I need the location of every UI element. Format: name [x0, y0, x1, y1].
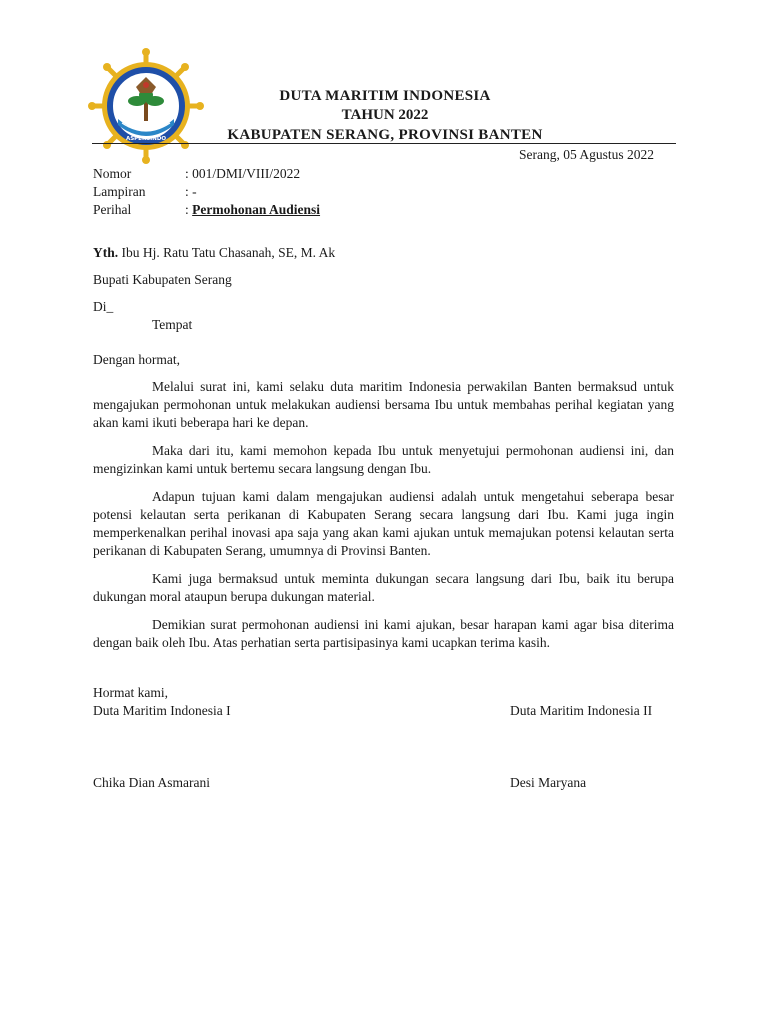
letterhead-line-1: DUTA MARITIM INDONESIA — [279, 88, 491, 104]
meta-row-nomor — [93, 165, 320, 183]
perihal-value: Permohonan Audiensi — [192, 202, 321, 217]
body-paragraph: Maka dari itu, kami memohon kepada Ibu untuk menyetujui permohonan audiensi ini, dan mengizinkan kami untuk bertemu secara langsung dengan Ibu. — [93, 443, 674, 476]
letter-meta — [93, 165, 320, 219]
yth-label: Yth. — [93, 245, 119, 260]
body-paragraph: Kami juga bermaksud untuk meminta dukungan secara langsung dari Ibu, baik itu berupa dukungan moral ataupun berupa dukungan material. — [93, 571, 674, 604]
header-divider — [92, 143, 676, 144]
meta-row-lampiran — [93, 183, 320, 201]
signer-left-title: Duta Maritim Indonesia I — [93, 703, 231, 718]
lampiran-value: : - — [185, 184, 197, 199]
aspeksindo-logo — [86, 47, 206, 165]
body-paragraph: Demikian surat permohonan audiensi ini kami ajukan, besar harapan kami agar bisa diterima dengan baik oleh Ibu. Atas perhatian serta partisipasinya kami ucapkan terima kasih. — [93, 617, 674, 650]
perihal-colon: : — [185, 202, 193, 217]
lampiran-label: Lampiran — [93, 184, 146, 199]
signer-right-name: Desi Maryana — [510, 775, 587, 790]
logo-caption: ASPEKSINDO — [125, 136, 167, 142]
signer-left-name: Chika Dian Asmarani — [93, 775, 210, 790]
letterhead-line-3: KABUPATEN SERANG, PROVINSI BANTEN — [227, 127, 543, 143]
letter-body — [93, 378, 674, 662]
letterhead-line-2: TAHUN 2022 — [341, 107, 429, 123]
body-paragraph: Melalui surat ini, kami selaku duta maritim Indonesia perwakilan Banten bermaksud untuk mengajukan permohonan untuk melakukan audiensi bersama Ibu untuk membahas perihal kegiatan yang akan kami ikuti beberapa hari ke depan. — [93, 379, 674, 430]
letterhead — [200, 86, 570, 145]
nomor-label: Nomor — [93, 166, 132, 181]
recipient-di: Di_ — [93, 299, 114, 314]
nomor-value: : 001/DMI/VIII/2022 — [185, 166, 301, 181]
recipient-title: Bupati Kabupaten Serang — [93, 272, 232, 287]
recipient-line — [93, 245, 335, 261]
recipient-tempat: Tempat — [152, 317, 193, 332]
recipient-name: Ibu Hj. Ratu Tatu Chasanah, SE, M. Ak — [118, 245, 336, 260]
perihal-label: Perihal — [93, 202, 132, 217]
letter-date: Serang, 05 Agustus 2022 — [519, 147, 654, 162]
body-paragraph: Adapun tujuan kami dalam mengajukan audiensi adalah untuk mengetahui seberapa besar potensi kelautan serta perikanan di Kabupaten Serang secara langsung dari Ibu. Kami juga ingin memperkenalkan perihal inovasi apa saja yang akan kami ajukan untuk memajukan potensi kelautan serta perikanan di Kabupaten Serang, umumnya di Provinsi Banten. — [93, 489, 674, 558]
signer-right-title: Duta Maritim Indonesia II — [510, 703, 653, 718]
meta-row-perihal — [93, 201, 320, 219]
greeting: Dengan hormat, — [93, 352, 180, 367]
closing-salutation: Hormat kami, — [93, 685, 168, 700]
